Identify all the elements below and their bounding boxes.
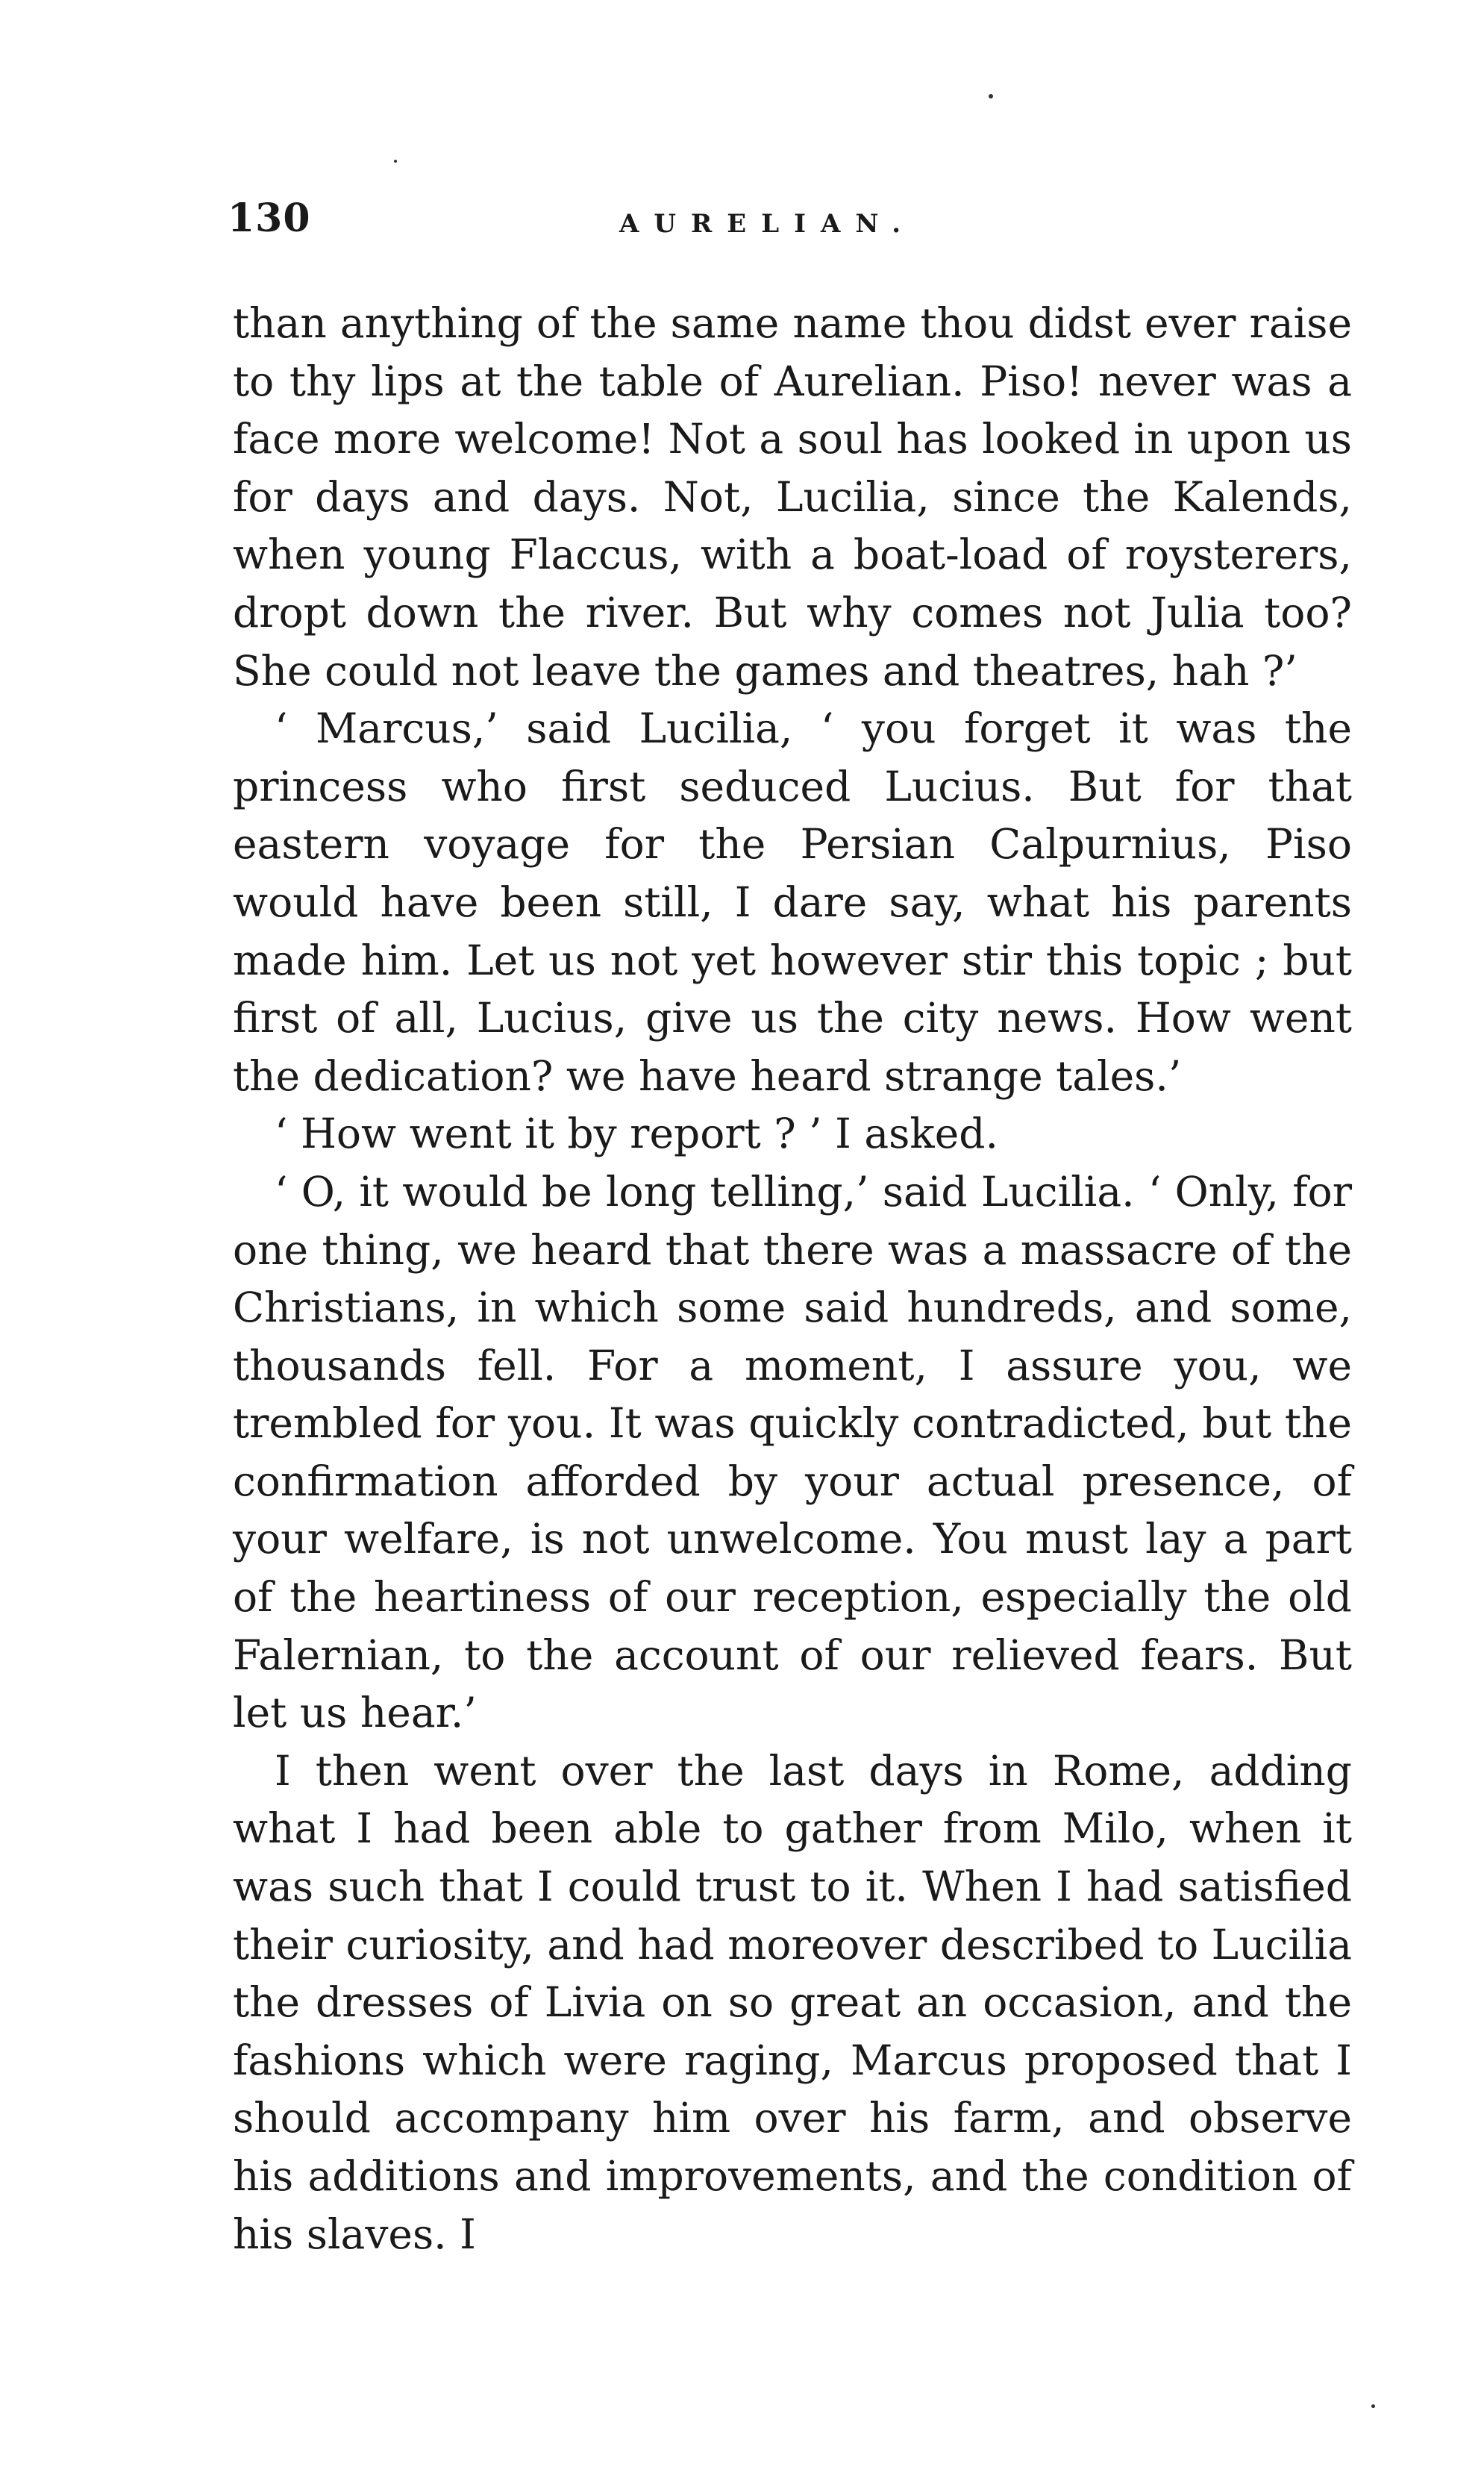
paragraph-continuation: than anything of the same name thou didst ever raise to thy lips at the table of Aurelian. Piso! never was a face more welcome! Not a soul has looked in upon us for days and days. Not, Lucilia, since the Kalends, when young Flaccus, with a boat-load of roysterers, dropt down the river. But why comes not Julia too? She could not leave the games and theatres, hah ?’: [233, 299, 1352, 695]
paragraph: ‘ Marcus,’ said Lucilia, ‘ you forget it was the princess who first seduced Lucius. But for that eastern voyage for the Persian Calpurnius, Piso would have been still, I dare say, what his parents made him. Let us not yet however stir this topic ; but first of all, Lucius, give us the city news. How went the dedication? we have heard strange tales.’: [233, 704, 1352, 1100]
page-number: 130: [228, 196, 311, 241]
running-title: AURELIAN.: [619, 209, 916, 239]
print-speck: [394, 160, 397, 163]
print-speck: [1371, 2404, 1375, 2408]
paragraph: ‘ O, it would be long telling,’ said Lucilia. ‘ Only, for one thing, we heard that there was a massacre of the Christians, in which some said hundreds, and some, thousands fell. For a moment, I assure you, we trembled for you. It was quickly contradicted, but the confirmation afforded by your actual presence, of your welfare, is not unwelcome. You must lay a part of the heartiness of our reception, especially the old Falernian, to the account of our relieved fears. But let us hear.’: [233, 1167, 1352, 1737]
body-text: [233, 295, 1352, 2263]
paragraph: I then went over the last days in Rome, adding what I had been able to gather from Milo, when it was such that I could trust to it. When I had satisfied their curiosity, and had moreover described to Lucilia the dresses of Livia on so great an occasion, and the fashions which were raging, Marcus proposed that I should accompany him over his farm, and observe his additions and improvements, and the condition of his slaves. I: [233, 1746, 1352, 2258]
paragraph: ‘ How went it by report ? ’ I asked.: [275, 1110, 998, 1158]
running-header: [228, 196, 1347, 263]
print-speck: [989, 94, 993, 99]
